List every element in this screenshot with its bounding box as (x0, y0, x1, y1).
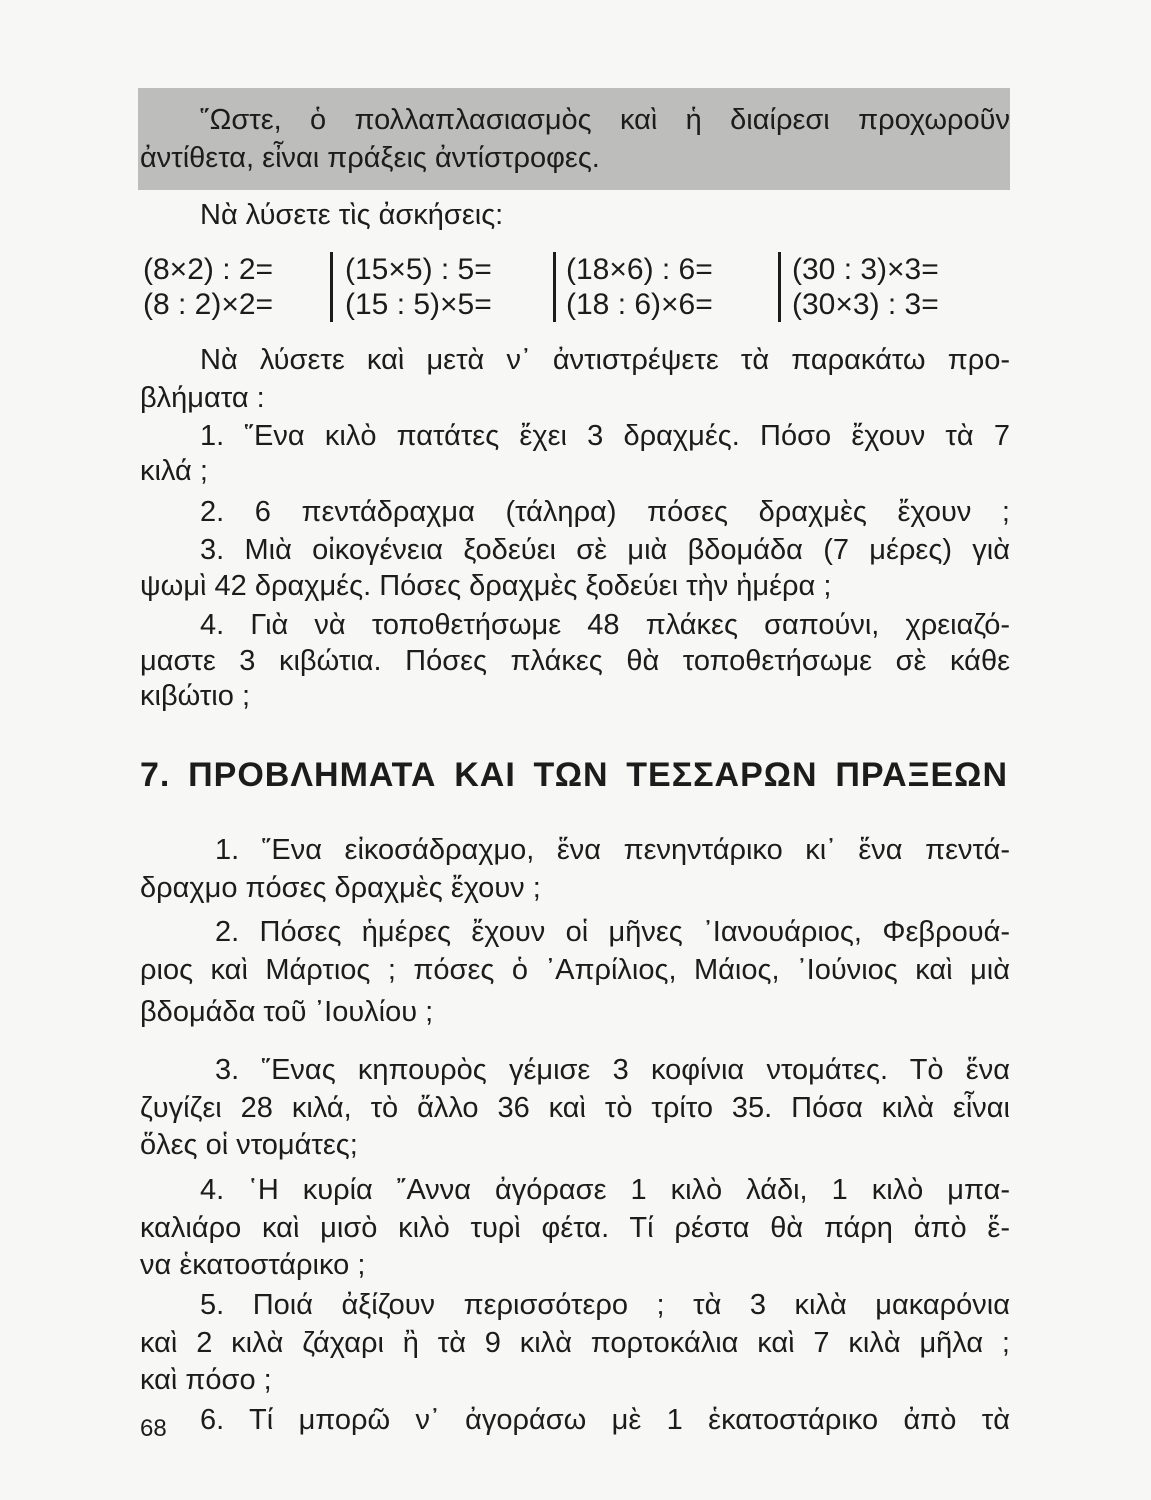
inverse-intro-line: βλήματα : (140, 382, 265, 414)
inverse-intro-line: Νὰ λύσετε καὶ μετὰ ν᾽ ἀντιστρέψετε τὰ παρακάτω προ- (200, 344, 1010, 376)
problem-line: να ἑκατοστάρικο ; (140, 1249, 366, 1281)
problem-line: καλιάρο καὶ μισὸ κιλὸ τυρὶ φέτα. Τί ρέστα θὰ πάρη ἀπὸ ἕ- (140, 1212, 1010, 1244)
problem-line: 2. Πόσες ἡμέρες ἔχουν οἱ μῆνες ᾽Ιανουάριος, Φεβρουά- (215, 916, 1010, 948)
rule-line: ἀντίθετα, εἶναι πράξεις ἀντίστροφες. (140, 142, 600, 174)
inverse-problem-line: κιλά ; (140, 455, 208, 487)
inverse-problem-line: 2. 6 πεντάδραχμα (τάληρα) πόσες δραχμὲς ἔχουν ; (200, 496, 1010, 528)
exercise: (18 : 6)×6= (566, 288, 713, 321)
problem-line: βδομάδα τοῦ ᾽Ιουλίου ; (140, 996, 434, 1028)
problem-line: 1. ῞Ενα εἰκοσάδραχμο, ἕνα πενηντάρικο κι᾽ ἕνα πεντά- (215, 834, 1010, 866)
inverse-problem-line: 1. ῞Ενα κιλὸ πατάτες ἔχει 3 δραχμές. Πόσο ἔχουν τὰ 7 (200, 420, 1010, 452)
problem-line: 4. ῾Η κυρία ῎Αννα ἀγόρασε 1 κιλὸ λάδι, 1 κιλὸ μπα- (200, 1174, 1010, 1206)
column-divider (553, 252, 556, 322)
inverse-problem-line: κιβώτιο ; (140, 680, 250, 712)
exercise: (30 : 3)×3= (792, 253, 939, 286)
problem-line: ζυγίζει 28 κιλά, τὸ ἄλλο 36 καὶ τὸ τρίτο 35. Πόσα κιλὰ εἶναι (140, 1092, 1010, 1124)
exercise: (8×2) : 2= (143, 253, 274, 286)
inverse-problem-line: μαστε 3 κιβώτια. Πόσες πλάκες θὰ τοποθετήσωμε σὲ κάθε (140, 645, 1010, 677)
exercise: (30×3) : 3= (792, 288, 939, 321)
problem-line: δραχμο πόσες δραχμὲς ἔχουν ; (140, 872, 541, 904)
problem-line: 3. ῞Ενας κηπουρὸς γέμισε 3 κοφίνια ντομάτες. Τὸ ἕνα (215, 1054, 1010, 1086)
inverse-problem-line: 3. Μιὰ οἰκογένεια ξοδεύει σὲ μιὰ βδομάδα (7 μέρες) γιὰ (200, 534, 1010, 566)
inverse-problem-line: ψωμὶ 42 δραχμές. Πόσες δραχμὲς ξοδεύει τὴν ἡμέρα ; (140, 570, 832, 602)
problem-line: 5. Ποιά ἀξίζουν περισσότερο ; τὰ 3 κιλὰ μακαρόνια (200, 1289, 1010, 1321)
problem-line: 6. Τί μπορῶ ν᾽ ἀγοράσω μὲ 1 ἑκατοστάρικο ἀπὸ τὰ (200, 1404, 1010, 1436)
problem-line: καὶ 2 κιλὰ ζάχαρι ἢ τὰ 9 κιλὰ πορτοκάλια καὶ 7 κιλὰ μῆλα ; (140, 1327, 1010, 1359)
exercise: (15×5) : 5= (345, 253, 492, 286)
exercise: (18×6) : 6= (566, 253, 713, 286)
rule-line: ῞Ωστε, ὁ πολλαπλασιασμὸς καὶ ἡ διαίρεσι προχωροῦν (200, 104, 1010, 136)
problem-line: ριος καὶ Μάρτιος ; πόσες ὁ ᾽Απρίλιος, Μάιος, ᾽Ιούνιος καὶ μιὰ (140, 954, 1010, 986)
problem-line: καὶ πόσο ; (140, 1364, 272, 1396)
exercise: (8 : 2)×2= (143, 288, 274, 321)
column-divider (778, 252, 781, 322)
section-heading: 7. ΠΡΟΒΛΗΜΑΤΑ ΚΑΙ ΤΩΝ ΤΕΣΣΑΡΩΝ ΠΡΑΞΕΩΝ (140, 756, 1008, 794)
exercise-intro: Νὰ λύσετε τὶς ἀσκήσεις: (200, 199, 504, 231)
column-divider (330, 252, 333, 322)
problem-line: ὅλες οἱ ντομάτες; (140, 1129, 358, 1161)
page-number: 68 (140, 1415, 167, 1442)
exercise: (15 : 5)×5= (345, 288, 492, 321)
inverse-problem-line: 4. Γιὰ νὰ τοποθετήσωμε 48 πλάκες σαπούνι, χρειαζό- (200, 609, 1010, 641)
